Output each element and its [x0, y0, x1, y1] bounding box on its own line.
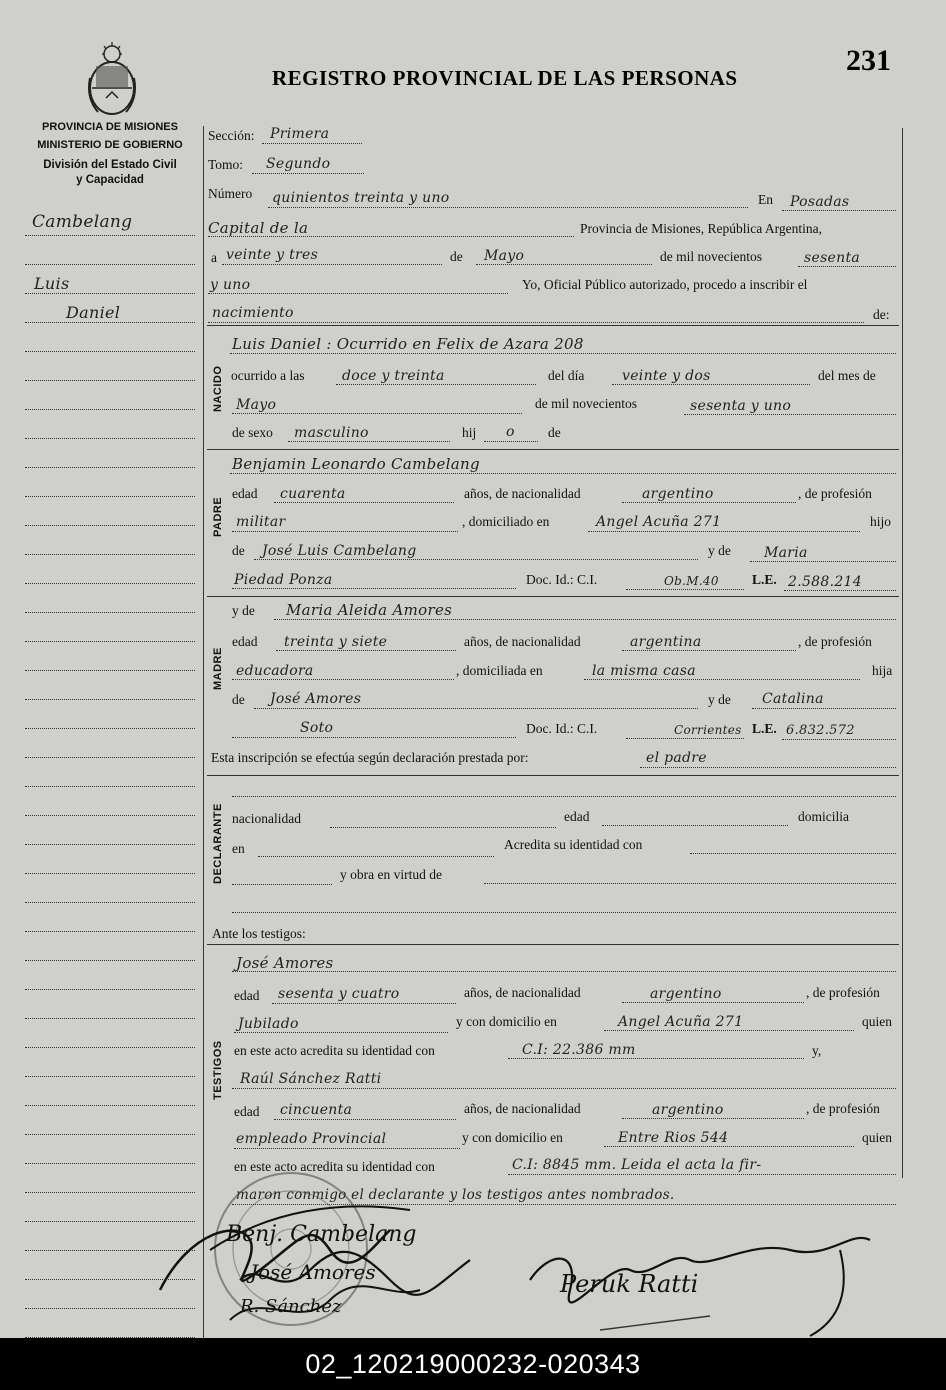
- padre-nac-label: años, de nacionalidad: [464, 486, 581, 501]
- margin-rule: [25, 1018, 195, 1019]
- margin-second-name: Daniel: [66, 303, 121, 322]
- nacido-de-label: de: [548, 425, 561, 440]
- margin-rule: [25, 1192, 195, 1193]
- margin-rule: [25, 873, 195, 874]
- nacido-year-value: sesenta y uno: [690, 398, 792, 414]
- mes-label: del mes de: [818, 368, 876, 383]
- margin-rule: [25, 351, 195, 352]
- margin-rule: [25, 264, 195, 265]
- declaracion-intro: Esta inscripción se efectúa según declaración prestada por:: [211, 750, 529, 765]
- signature-3: R. Sánchez: [240, 1296, 342, 1317]
- declarante-label: DECLARANTE: [212, 803, 224, 884]
- madre-yde-label: y de: [232, 603, 255, 618]
- dia-value: veinte y dos: [622, 368, 711, 384]
- en-label: En: [758, 192, 773, 207]
- margin-divider: [203, 126, 204, 1338]
- year-value-2: y uno: [210, 277, 251, 293]
- madre-edad-value: treinta y siete: [284, 634, 388, 650]
- declarante-acredita-label: Acredita su identidad con: [504, 837, 643, 852]
- de-colon: de:: [873, 307, 890, 322]
- t2-prof-value: empleado Provincial: [236, 1131, 387, 1147]
- mil-label: de mil novecientos: [660, 249, 762, 264]
- act-value: nacimiento: [212, 305, 294, 321]
- t1-acr-label: en este acto acredita su identidad con: [234, 1043, 435, 1058]
- t1-dom-value: Angel Acuña 271: [618, 1014, 744, 1030]
- signature-1: Benj. Cambelang: [226, 1222, 417, 1247]
- margin-rule: [25, 1308, 195, 1309]
- t2-nac-label: años, de nacionalidad: [464, 1101, 581, 1116]
- margin-first-name: Luis: [34, 274, 70, 293]
- madre-le-value: 6.832.572: [786, 723, 855, 738]
- padre-de-label: de: [232, 543, 245, 558]
- tomo-value: Segundo: [266, 156, 331, 172]
- declarante-edad-label: edad: [564, 809, 590, 824]
- testigos-label: TESTIGOS: [212, 1040, 224, 1100]
- page-number: 231: [846, 44, 891, 77]
- t1-dom-label: y con domicilio en: [456, 1014, 557, 1029]
- padre-prof-value: militar: [236, 514, 286, 530]
- sexo-value: masculino: [294, 425, 369, 441]
- margin-rule: [25, 960, 195, 961]
- authority-line-2: MINISTERIO DE GOBIERNO: [37, 139, 183, 151]
- t2-acr-value: C.I: 8845 mm. Leida el acta la fir-: [512, 1157, 762, 1173]
- seccion-value: Primera: [270, 126, 330, 142]
- margin-rule: [25, 989, 195, 990]
- margin-rule: [25, 1163, 195, 1164]
- margin-rule: [25, 467, 195, 468]
- padre-yde-label: y de: [708, 543, 731, 558]
- capital-value: Capital de la: [208, 219, 309, 237]
- padre-mother-value-1: Maria: [764, 545, 808, 561]
- padre-le-label: L.E.: [752, 572, 777, 587]
- margin-rule: [25, 815, 195, 816]
- madre-nac-label: años, de nacionalidad: [464, 634, 581, 649]
- t1-edad-label: edad: [234, 988, 260, 1003]
- margin-rule: [25, 409, 195, 410]
- madre-le-label: L.E.: [752, 721, 777, 736]
- t1-prof-value: Jubilado: [238, 1016, 299, 1032]
- margin-rule: [25, 322, 195, 323]
- margin-rule: [25, 438, 195, 439]
- madre-yde2-label: y de: [708, 692, 731, 707]
- margin-rule: [25, 554, 195, 555]
- declarante-en-label: en: [232, 841, 245, 856]
- numero-label: Número: [208, 186, 253, 201]
- margin-rule: [25, 786, 195, 787]
- margin-rule: [25, 699, 195, 700]
- t1-prof-label: , de profesión: [806, 985, 880, 1000]
- margin-rule: [25, 1134, 195, 1135]
- right-border: [902, 128, 903, 1178]
- margin-surname: Cambelang: [32, 212, 133, 232]
- madre-edad-label: edad: [232, 634, 258, 649]
- padre-edad-value: cuarenta: [280, 486, 346, 502]
- margin-rule: [25, 641, 195, 642]
- padre-le-value: 2.588.214: [788, 574, 862, 590]
- t2-quien-label: quien: [862, 1130, 892, 1145]
- madre-mother-value-2: Soto: [300, 720, 334, 736]
- madre-dom-label: , domiciliada en: [456, 663, 543, 678]
- padre-ci-value: Ob.M.40: [664, 574, 719, 588]
- signature-2: José Amores: [250, 1260, 376, 1284]
- madre-label: MADRE: [212, 647, 224, 690]
- de-label: de: [450, 249, 463, 264]
- padre-label: PADRE: [212, 496, 224, 537]
- margin-rule: [25, 1105, 195, 1106]
- padre-nac-value: argentino: [642, 486, 714, 502]
- a-label: a: [211, 250, 217, 265]
- padre-edad-label: edad: [232, 486, 258, 501]
- authority-line-1: PROVINCIA DE MISIONES: [42, 121, 178, 133]
- margin-rule: [25, 670, 195, 671]
- t1-edad-value: sesenta y cuatro: [278, 986, 400, 1002]
- padre-prof-label: , de profesión: [798, 486, 872, 501]
- t1-acr-value: C.I: 22.386 mm: [522, 1042, 636, 1058]
- t1-quien-label: quien: [862, 1014, 892, 1029]
- authority-line-3: División del Estado Civil: [43, 159, 177, 171]
- hij-label: hij: [462, 425, 477, 440]
- yo-text: Yo, Oficial Público autorizado, procedo a inscribir el: [522, 277, 808, 292]
- seccion-label: Sección:: [208, 128, 255, 143]
- padre-hijo-label: hijo: [870, 514, 892, 529]
- declarante-nac-label: nacionalidad: [232, 811, 301, 826]
- provincia-text: Provincia de Misiones, República Argentina,: [580, 221, 822, 236]
- nacido-label: NACIDO: [212, 365, 224, 412]
- margin-rule: [25, 583, 195, 584]
- madre-ci-value: Corrientes: [674, 723, 742, 737]
- madre-prof-value: educadora: [236, 663, 314, 679]
- t1-name: José Amores: [236, 954, 334, 972]
- margin-rule: [25, 757, 195, 758]
- nacido-name: Luis Daniel : Ocurrido en Felix de Azara 208: [232, 335, 584, 353]
- hij-value: o: [506, 424, 515, 440]
- margin-rule: [25, 380, 195, 381]
- madre-father-value: José Amores: [270, 691, 362, 707]
- madre-name: Maria Aleida Amores: [286, 601, 453, 619]
- declarante-dom-label: domicilia: [798, 809, 849, 824]
- tomo-label: Tomo:: [208, 157, 244, 172]
- padre-name: Benjamin Leonardo Cambelang: [232, 455, 480, 473]
- t2-name: Raúl Sánchez Ratti: [240, 1071, 382, 1087]
- t2-prof-label: , de profesión: [806, 1101, 880, 1116]
- t2-nac-value: argentino: [652, 1102, 724, 1118]
- margin-rule: [25, 844, 195, 845]
- padre-father-value: José Luis Cambelang: [262, 543, 417, 559]
- madre-nac-value: argentina: [630, 634, 702, 650]
- month-value: Mayo: [484, 248, 525, 264]
- footer-id: 02_120219000232-020343: [0, 1338, 946, 1390]
- coat-of-arms-icon: [84, 38, 140, 120]
- sexo-label: de sexo: [232, 425, 273, 440]
- madre-mother-value-1: Catalina: [762, 691, 824, 707]
- numero-value: quinientos treinta y uno: [272, 190, 450, 206]
- day-value: veinte y tres: [226, 247, 319, 263]
- margin-rule: [25, 931, 195, 932]
- madre-de-label: de: [232, 692, 245, 707]
- authority-line-4: y Capacidad: [76, 174, 144, 186]
- margin-rule: [25, 525, 195, 526]
- t1-y-label: y,: [812, 1043, 822, 1058]
- time-value: doce y treinta: [342, 368, 445, 384]
- en-value: Posadas: [790, 194, 850, 210]
- del-dia-label: del día: [548, 368, 585, 383]
- declaracion-value: el padre: [646, 750, 707, 766]
- testigos-intro: Ante los testigos:: [212, 926, 306, 941]
- margin-rule: [25, 1047, 195, 1048]
- page-title: REGISTRO PROVINCIAL DE LAS PERSONAS: [272, 66, 738, 90]
- madre-hija-label: hija: [872, 663, 893, 678]
- margin-rule: [25, 1279, 195, 1280]
- t2-acr-label: en este acto acredita su identidad con: [234, 1159, 435, 1174]
- signature-4: Peruk Ratti: [560, 1270, 699, 1298]
- madre-dom-value: la misma casa: [592, 663, 696, 679]
- margin-rule: [25, 1076, 195, 1077]
- year-value-1: sesenta: [804, 250, 861, 266]
- nacido-mil-label: de mil novecientos: [535, 396, 637, 411]
- t2-dom-label: y con domicilio en: [462, 1130, 563, 1145]
- t1-nac-label: años, de nacionalidad: [464, 985, 581, 1000]
- declarante-obra-label: y obra en virtud de: [340, 867, 442, 882]
- t2-edad-value: cincuenta: [280, 1102, 353, 1118]
- padre-doc-label: Doc. Id.: C.I.: [526, 572, 598, 587]
- margin-rule: [25, 728, 195, 729]
- margin-rule: [25, 612, 195, 613]
- closing-text: maron conmigo el declarante y los testigos antes nombrados.: [236, 1187, 675, 1203]
- ocurrido-label: ocurrido a las: [231, 368, 305, 383]
- t1-nac-value: argentino: [650, 986, 722, 1002]
- margin-rule: [25, 235, 195, 236]
- padre-dom-value: Angel Acuña 271: [596, 514, 722, 530]
- padre-mother-value-2: Piedad Ponza: [234, 572, 333, 588]
- t2-dom-value: Entre Rios 544: [618, 1130, 729, 1146]
- margin-rule: [25, 293, 195, 294]
- margin-rule: [25, 1221, 195, 1222]
- margin-rule: [25, 496, 195, 497]
- t2-edad-label: edad: [234, 1104, 260, 1119]
- mes-value: Mayo: [236, 397, 277, 413]
- padre-dom-label: , domiciliado en: [462, 514, 550, 529]
- margin-rule: [25, 1250, 195, 1251]
- margin-rule: [25, 902, 195, 903]
- madre-doc-label: Doc. Id.: C.I.: [526, 721, 598, 736]
- madre-prof-label: , de profesión: [798, 634, 872, 649]
